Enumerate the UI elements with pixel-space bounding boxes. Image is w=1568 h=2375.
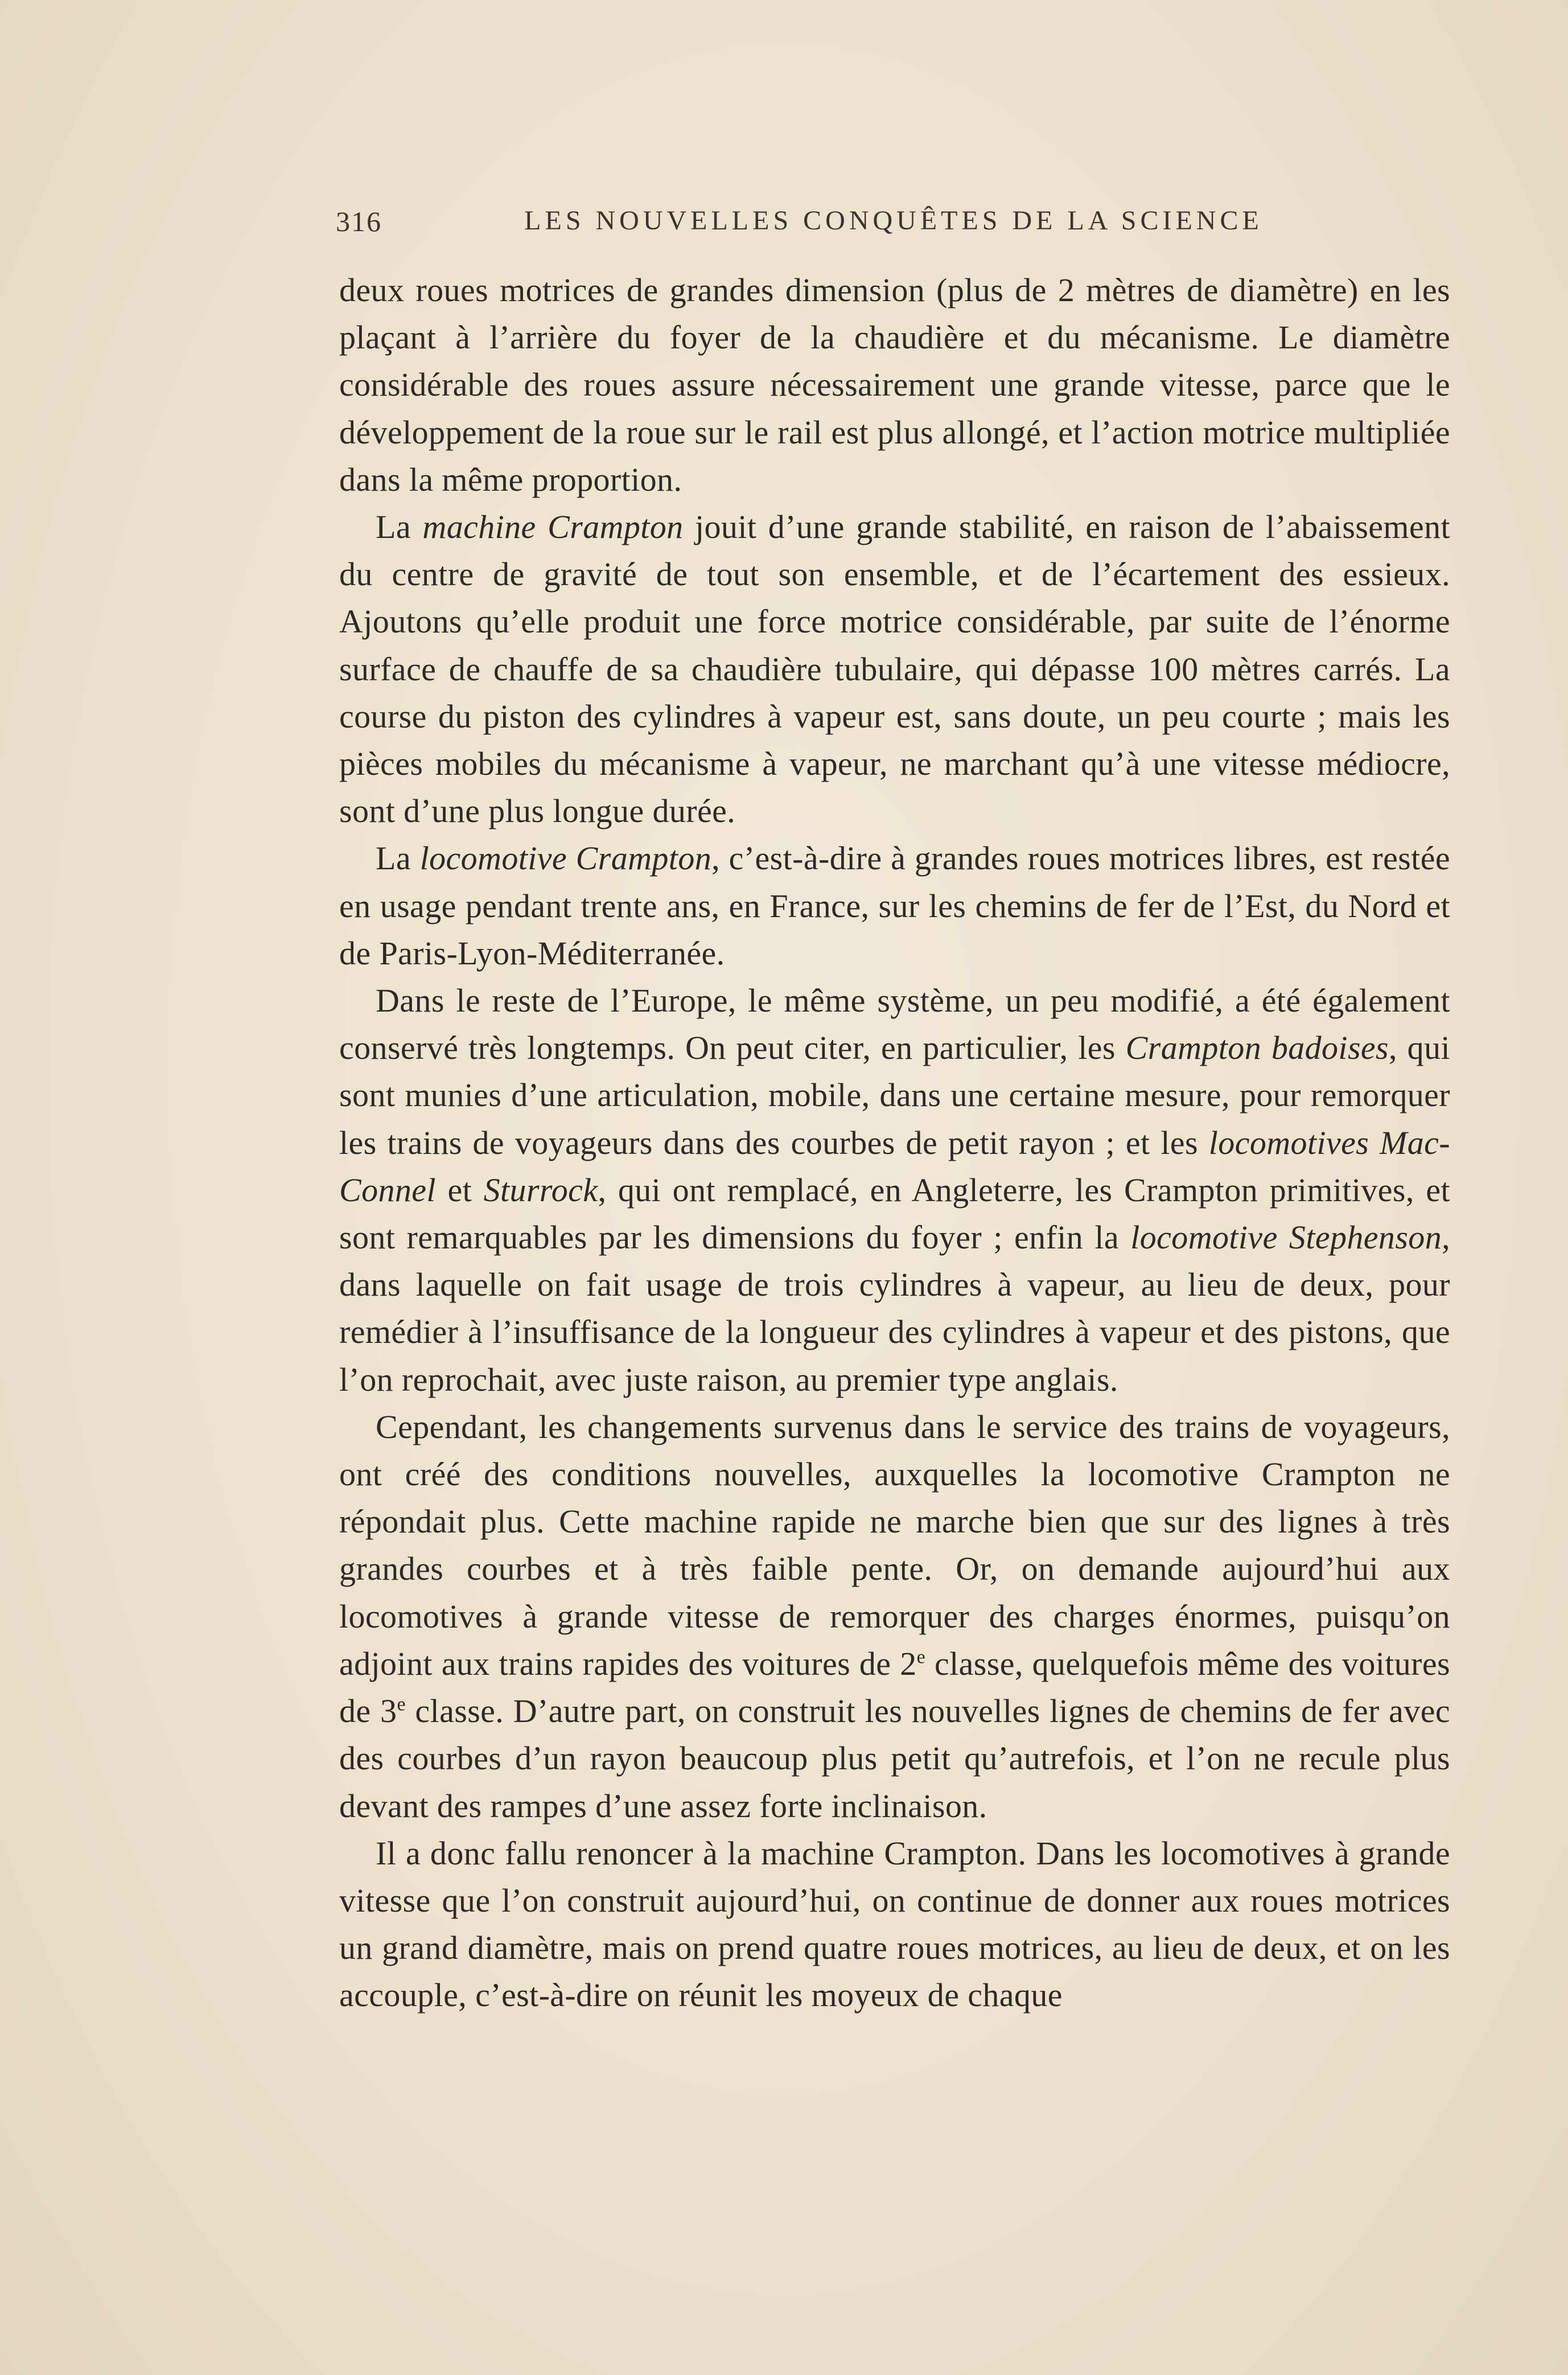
body-text — [339, 266, 1450, 2019]
paragraph-2 — [339, 503, 1450, 835]
text-run: Dans le reste de l’Europe, le même système, un peu modifié, a été également conservé très longtemps. On peut citer, en particulier, les — [339, 982, 1450, 1067]
paragraph-1 — [339, 266, 1450, 503]
text-run: , qui ont remplacé, en Angleterre, les Crampton primitives, et sont remarquables par les dimensions du foyer ; enfin la — [339, 1171, 1450, 1256]
text-run: , qui sont munies d’une articulation, mobile, dans une certaine mesure, pour remorquer les trains de voyageurs dans des courbes de petit rayon ; et les — [339, 1029, 1450, 1161]
text-run: deux roues motrices de grandes dimension (plus de 2 mètres de diamètre) en les plaçant à l’arrière du foyer de la chaudière et du mécanisme. Le diamètre considérable des roues assure nécessairement une grande vitesse, parce que le développement de la roue sur le rail est plus allongé, et l’action motrice multipliée dans la même proportion. — [339, 272, 1450, 498]
running-head — [336, 205, 1451, 245]
paragraph-4 — [339, 977, 1450, 1403]
italic-term: Crampton badoises — [1125, 1029, 1389, 1067]
paragraph-5 — [339, 1403, 1450, 1830]
text-run: , c’est-à-dire à grandes roues motrices libres, est restée en usage pendant trente ans, en France, sur les chemins de fer de l’Est, du Nord et de Paris-Lyon-Méditerranée. — [339, 840, 1450, 972]
ordinal-superscript: e — [916, 1646, 926, 1668]
text-run: classe. D’autre part, on construit les nouvelles lignes de chemins de fer avec des courbes d’un rayon beaucoup plus petit qu’autrefois, et l’on ne recule plus devant des rampes d’une assez forte inclinaison. — [339, 1692, 1451, 1825]
ordinal-superscript: e — [397, 1694, 406, 1715]
italic-term: locomotive Stephenson — [1130, 1219, 1442, 1256]
italic-term: machine Crampton — [422, 508, 684, 546]
page-number: 316 — [336, 206, 382, 237]
text-run: La — [376, 508, 423, 546]
text-run: jouit d’une grande stabilité, en raison de l’abaissement du centre de gravité de tout son ensemble, et de l’écartement des essieux. Ajoutons qu’elle produit une force motrice considérable, par suite de l’énorme surface de chauffe de sa chaudière tubulaire, qui dépasse 100 mètres carrés. La course du piston des cylindres à vapeur est, sans doute, un peu courte ; mais les pièces mobiles du mécanisme à vapeur, ne marchant qu’à une vitesse médiocre, sont d’une plus longue durée. — [339, 508, 1450, 830]
text-run: , dans laquelle on fait usage de trois cylindres à vapeur, au lieu de deux, pour remédier à l’insuffisance de la longueur des cylindres à vapeur et des pistons, que l’on reprochait, avec juste raison, au premier type anglais. — [339, 1219, 1450, 1398]
italic-term: locomotives Mac-Connel — [339, 1124, 1450, 1209]
text-run: classe, quelquefois même des voitures de 3 — [339, 1645, 1450, 1730]
italic-term: locomotive Crampton — [419, 840, 712, 877]
paragraph-3 — [339, 835, 1450, 977]
italic-term: Sturrock — [483, 1171, 598, 1209]
text-run: Il a donc fallu renoncer à la machine Crampton. Dans les locomotives à grande vitesse que l’on construit aujourd’hui, on continue de donner aux roues motrices un grand diamètre, mais on prend quatre roues motrices, au lieu de deux, et on les accouple, c’est-à-dire on réunit les moyeux de chaque — [339, 1834, 1450, 2014]
text-run: La — [376, 840, 420, 877]
text-run: Cependant, les changements survenus dans le service des trains de voyageurs, ont créé des conditions nouvelles, auxquelles la locomotive Crampton ne répondait plus. Cette machine rapide ne marche bien que sur des lignes à très grandes courbes et à très faible pente. Or, on demande aujourd’hui aux locomotives à grande vitesse de remorquer des charges énormes, puisqu’on adjoint aux trains rapides des voitures de 2 — [339, 1408, 1450, 1682]
text-run: et — [435, 1171, 484, 1209]
paragraph-6 — [339, 1830, 1450, 2019]
running-title: LES NOUVELLES CONQUÊTES DE LA SCIENCE — [524, 206, 1263, 236]
